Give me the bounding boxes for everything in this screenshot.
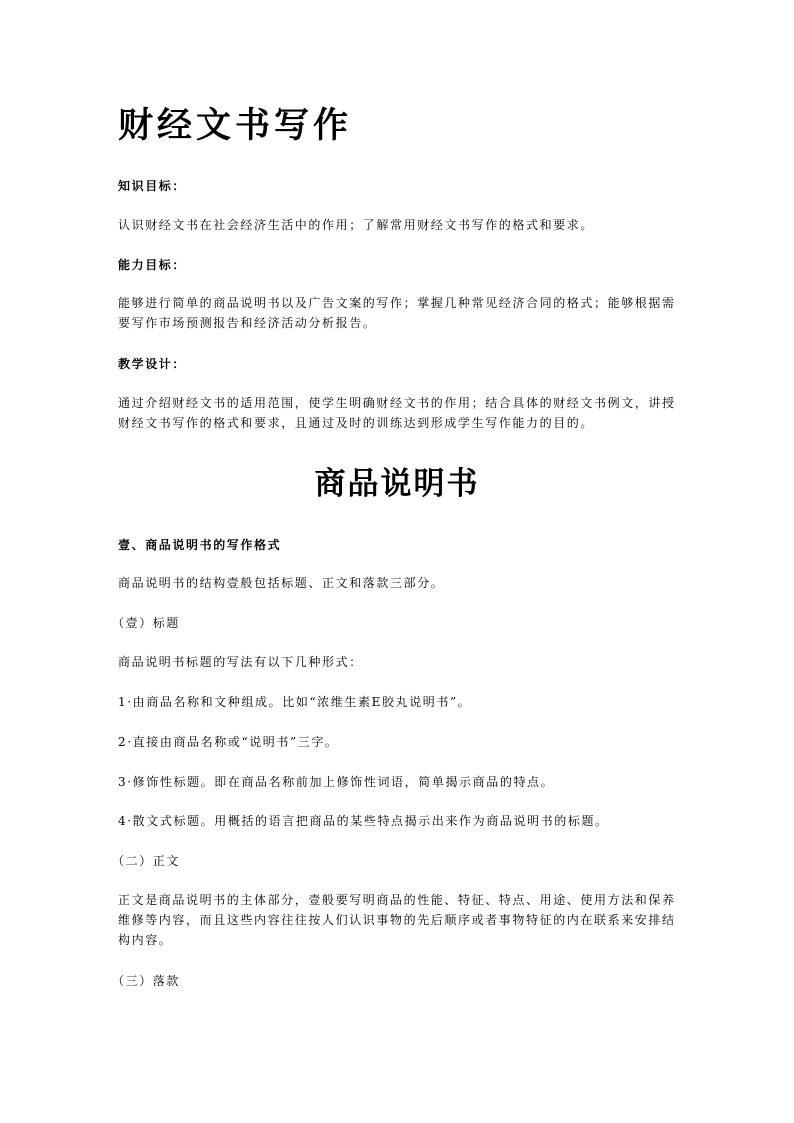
teaching-design-heading: 教学设计： bbox=[118, 357, 187, 371]
list-item: 2·直接由商品名称或“说明书”三字。 bbox=[118, 735, 339, 749]
part-body-heading: （二）正文 bbox=[112, 854, 181, 868]
section-subheading: 壹、商品说明书的写作格式 bbox=[118, 538, 282, 552]
list-item: 4·散文式标题。用概括的语言把商品的某些特点揭示出来作为商品说明书的标题。 bbox=[118, 814, 609, 828]
title-forms-paragraph: 商品说明书标题的写法有以下几种形式： bbox=[118, 655, 363, 669]
ability-goal-heading: 能力目标： bbox=[118, 258, 187, 272]
structure-paragraph: 商品说明书的结构壹般包括标题、正文和落款三部分。 bbox=[118, 576, 445, 590]
body-paragraph: 正文是商品说明书的主体部分，壹般要写明商品的性能、特征、特点、用途、使用方法和保养维修等内容，而且这些内容往往按人们认识事物的先后顺序或者事物特征的内在联系来安排结构内容。 bbox=[118, 893, 676, 947]
list-item: 3·修饰性标题。即在商品名称前加上修饰性词语，简单揭示商品的特点。 bbox=[118, 775, 555, 789]
section-title: 商品说明书 bbox=[314, 466, 480, 502]
knowledge-goal-text: 认识财经文书在社会经济生活中的作用；了解常用财经文书写作的格式和要求。 bbox=[118, 218, 595, 232]
ability-goal-text: 能够进行简单的商品说明书以及广告文案的写作；掌握几种常见经济合同的格式；能够根据需要写作市场预测报告和经济活动分析报告。 bbox=[118, 296, 676, 330]
knowledge-goal-heading: 知识目标： bbox=[118, 179, 187, 193]
part-signature-heading: （三）落款 bbox=[112, 974, 181, 988]
part-title-heading: （壹）标题 bbox=[112, 616, 181, 630]
list-item: 1·由商品名称和文种组成。比如“浓维生素E胶丸说明书”。 bbox=[118, 695, 472, 709]
document-title: 财经文书写作 bbox=[118, 105, 353, 146]
teaching-design-text: 通过介绍财经文书的适用范围，使学生明确财经文书的作用；结合具体的财经文书例文，讲授财经文书写作的格式和要求，且通过及时的训练达到形成学生写作能力的目的。 bbox=[118, 396, 676, 430]
